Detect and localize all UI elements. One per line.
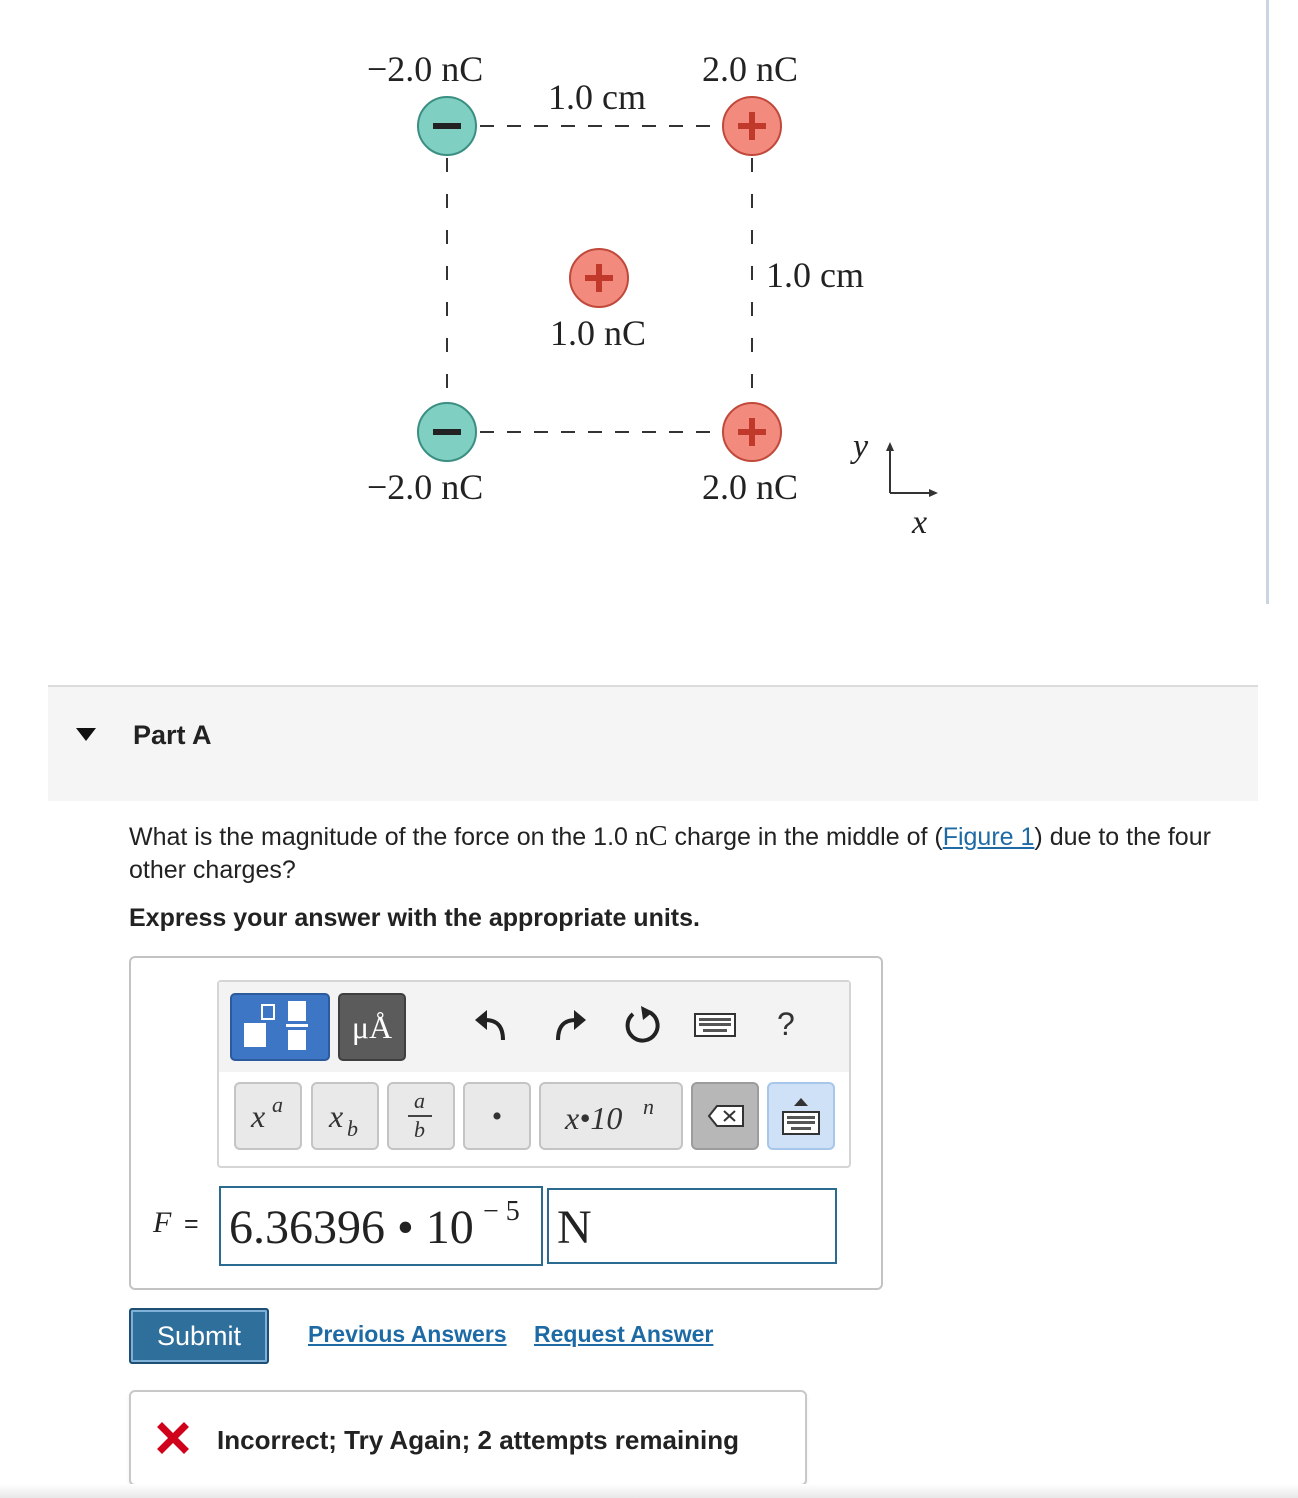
backspace-icon	[693, 1084, 757, 1148]
charge-unit: nC	[634, 821, 668, 852]
question-text-middle: charge in the middle of (	[667, 823, 943, 851]
axis-icon	[886, 442, 938, 497]
distance-label-top: 1.0 cm	[548, 77, 646, 117]
reset-icon[interactable]	[619, 1002, 665, 1048]
units-button[interactable]: μÅ	[338, 993, 406, 1061]
positive-charge-center	[570, 249, 628, 307]
collapse-caret-icon[interactable]	[76, 728, 96, 741]
distance-label-right: 1.0 cm	[766, 255, 864, 295]
redo-icon[interactable]	[546, 1002, 592, 1048]
charge-label-center: 1.0 nC	[550, 313, 647, 353]
submit-button[interactable]: Submit	[129, 1308, 269, 1364]
dot-key[interactable]: •	[463, 1082, 531, 1150]
axis-x-label: x	[912, 504, 928, 541]
charge-label-bottom-left: −2.0 nC	[367, 467, 484, 507]
answer-value-input[interactable]	[219, 1186, 543, 1266]
answer-box	[129, 956, 883, 1290]
answer-exponent: − 5	[483, 1196, 520, 1227]
part-title: Part A	[133, 720, 212, 750]
bottom-shadow	[0, 1484, 1298, 1498]
answer-variable-label: F	[153, 1206, 172, 1239]
question-text	[129, 820, 1239, 887]
feedback-message: Incorrect; Try Again; 2 attempts remaining	[217, 1425, 740, 1455]
answer-mantissa: 6.36396 • 10	[229, 1201, 474, 1254]
part-header[interactable]	[48, 685, 1258, 801]
math-toolbar	[217, 980, 851, 1168]
keyboard-icon[interactable]	[693, 1002, 737, 1048]
negative-charge-bottom-left	[418, 403, 476, 461]
keyboard-toggle-icon	[769, 1084, 833, 1148]
figure-link[interactable]: Figure 1	[942, 823, 1035, 851]
superscript-key[interactable]: x a	[234, 1082, 302, 1150]
answer-unit: N	[557, 1201, 592, 1254]
negative-charge-top-left	[418, 97, 476, 155]
fraction-key[interactable]: a b	[387, 1082, 455, 1150]
scroll-edge-line	[1266, 0, 1269, 604]
request-answer-link[interactable]: Request Answer	[534, 1321, 714, 1347]
subscript-key[interactable]: x b	[311, 1082, 379, 1150]
scientific-notation-key[interactable]: x•10 n	[539, 1082, 683, 1150]
answer-unit-input[interactable]	[547, 1188, 837, 1264]
previous-answers-link[interactable]: Previous Answers	[308, 1321, 507, 1347]
virtual-keyboard-toggle[interactable]	[767, 1082, 835, 1150]
charge-label-top-right: 2.0 nC	[702, 49, 799, 89]
positive-charge-bottom-right	[723, 403, 781, 461]
help-icon[interactable]: ?	[777, 1006, 795, 1042]
axis-y-label: y	[853, 428, 869, 465]
templates-button[interactable]	[230, 993, 330, 1061]
answer-equals-sign: =	[184, 1210, 199, 1238]
question-text-start: What is the magnitude of the force on the 1.0	[129, 823, 635, 851]
delete-key[interactable]	[691, 1082, 759, 1150]
templates-icon	[232, 995, 328, 1059]
question-text-end: ) due to the four other charges?	[129, 823, 1211, 884]
charge-label-top-left: −2.0 nC	[367, 49, 484, 89]
answer-instruction: Express your answer with the appropriate units.	[129, 904, 700, 932]
positive-charge-top-right	[723, 97, 781, 155]
feedback-box	[129, 1390, 807, 1486]
undo-icon[interactable]	[469, 1002, 515, 1048]
charges-figure	[300, 30, 1000, 570]
charge-label-bottom-right: 2.0 nC	[702, 467, 799, 507]
incorrect-x-icon	[157, 1422, 189, 1454]
